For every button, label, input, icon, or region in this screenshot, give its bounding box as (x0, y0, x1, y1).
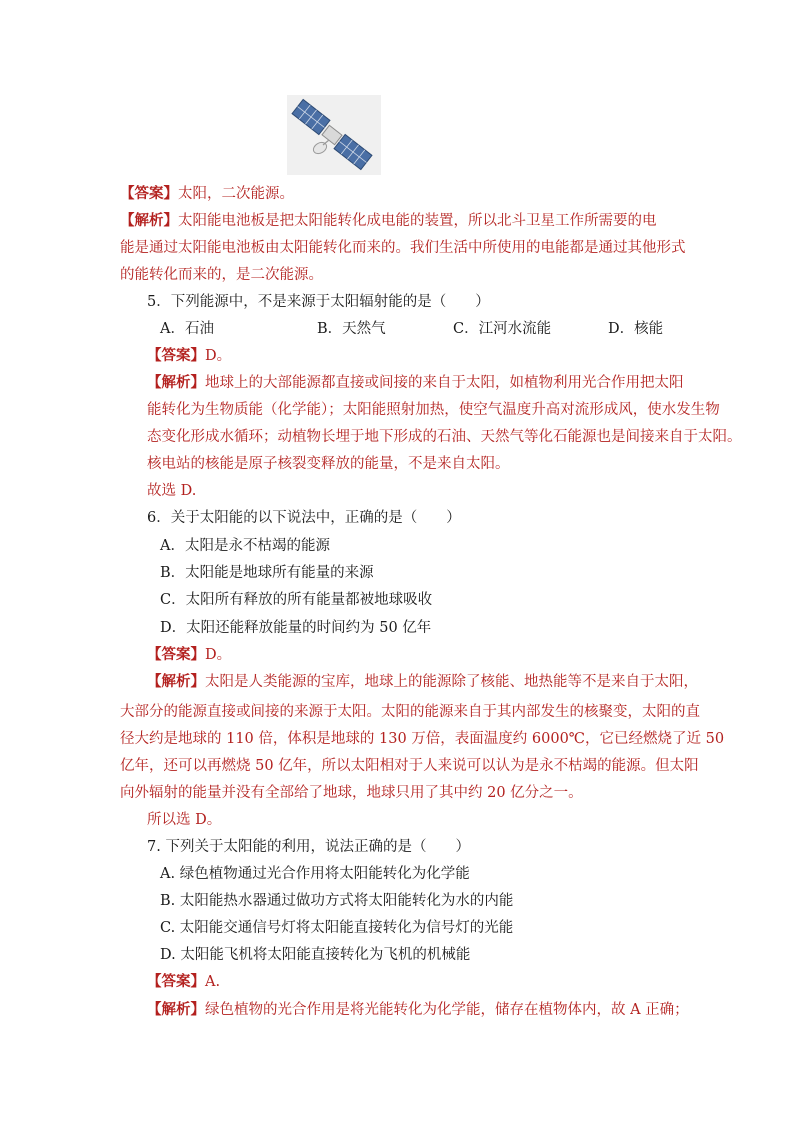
answer-line (147, 645, 231, 665)
satellite-figure (287, 95, 381, 175)
analysis-text: 径大约是地球的 110 倍，体积是地球的 130 万倍，表面温度约 6000℃，它已经燃烧了近 50 (120, 731, 725, 747)
option-d: D．太阳还能释放能量的时间约为 50 亿年 (160, 620, 432, 636)
option-a: A. 绿色植物通过光合作用将太阳能转化为化学能 (160, 866, 470, 882)
analysis-text: 的能转化而来的，是二次能源。 (120, 267, 323, 283)
option-d: D. 太阳能飞机将太阳能直接转化为飞机的机械能 (160, 947, 471, 963)
answer-text: D。 (205, 647, 232, 663)
option-d: D．核能 (608, 321, 664, 337)
analysis-tag: 【解析】 (147, 1001, 205, 1018)
analysis-text: 亿年，还可以再燃烧 50 亿年，所以太阳相对于人来说可以认为是永不枯竭的能源。但太阳 (120, 758, 699, 774)
question-stem: 7. 下列关于太阳能的利用，说法正确的是（ ） (147, 839, 470, 855)
option-c: C．江河水流能 (453, 321, 552, 337)
answer-tag: 【答案】 (147, 646, 205, 663)
options-row (160, 319, 680, 339)
answer-tag: 【答案】 (120, 185, 178, 202)
analysis-text: 地球上的大部能源都直接或间接的来自于太阳，如植物利用光合作用把太阳 (205, 375, 684, 391)
analysis-text: 核电站的核能是原子核裂变释放的能量，不是来自太阳。 (147, 456, 510, 472)
analysis-line (147, 672, 698, 692)
analysis-text: 能转化为生物质能（化学能）；太阳能照射加热，使空气温度升高对流形成风，使水发生物 (147, 402, 720, 418)
analysis-text: 太阳是人类能源的宝库，地球上的能源除了核能、地热能等不是来自于太阳， (205, 674, 698, 690)
option-a: A．太阳是永不枯竭的能源 (160, 538, 330, 554)
answer-line (147, 972, 220, 992)
analysis-line (120, 211, 657, 231)
answer-text: 太阳，二次能源。 (178, 186, 294, 202)
answer-line (120, 184, 294, 204)
question-stem: 5．下列能源中，不是来源于太阳辐射能的是（ ） (147, 294, 490, 310)
answer-text: D。 (205, 348, 232, 364)
analysis-tag: 【解析】 (147, 673, 205, 690)
analysis-text: 绿色植物的光合作用是将光能转化为化学能，储存在植物体内，故 A 正确； (205, 1002, 689, 1018)
answer-line (147, 346, 231, 366)
analysis-text: 能是通过太阳能电池板由太阳能转化而来的。我们生活中所使用的电能都是通过其他形式 (120, 240, 686, 256)
answer-text: A. (205, 974, 221, 990)
conclusion-text: 故选 D. (147, 483, 197, 499)
answer-tag: 【答案】 (147, 973, 205, 990)
analysis-text: 大部分的能源直接或间接的来源于太阳。太阳的能源来自于其内部发生的核聚变，太阳的直 (120, 704, 700, 720)
conclusion-text: 所以选 D。 (147, 812, 222, 828)
analysis-tag: 【解析】 (120, 212, 178, 229)
option-b: B. 太阳能热水器通过做功方式将太阳能转化为水的内能 (160, 893, 514, 909)
option-b: B．太阳能是地球所有能量的来源 (160, 565, 374, 581)
satellite-icon (287, 95, 381, 175)
answer-tag: 【答案】 (147, 347, 205, 364)
option-c: C．太阳所有释放的所有能量都被地球吸收 (160, 592, 433, 608)
analysis-text: 向外辐射的能量并没有全部给了地球，地球只用了其中约 20 亿分之一。 (120, 785, 583, 801)
option-c: C. 太阳能交通信号灯将太阳能直接转化为信号灯的光能 (160, 920, 514, 936)
option-b: B．天然气 (317, 321, 386, 337)
option-a: A．石油 (160, 321, 214, 337)
analysis-text: 太阳能电池板是把太阳能转化成电能的装置，所以北斗卫星工作所需要的电 (178, 213, 657, 229)
analysis-tag: 【解析】 (147, 374, 205, 391)
analysis-line (147, 1000, 689, 1020)
question-stem: 6．关于太阳能的以下说法中，正确的是（ ） (147, 510, 461, 526)
analysis-text: 态变化形成水循环；动植物长埋于地下形成的石油、天然气等化石能源也是间接来自于太阳。 (147, 429, 742, 445)
analysis-line (147, 373, 684, 393)
